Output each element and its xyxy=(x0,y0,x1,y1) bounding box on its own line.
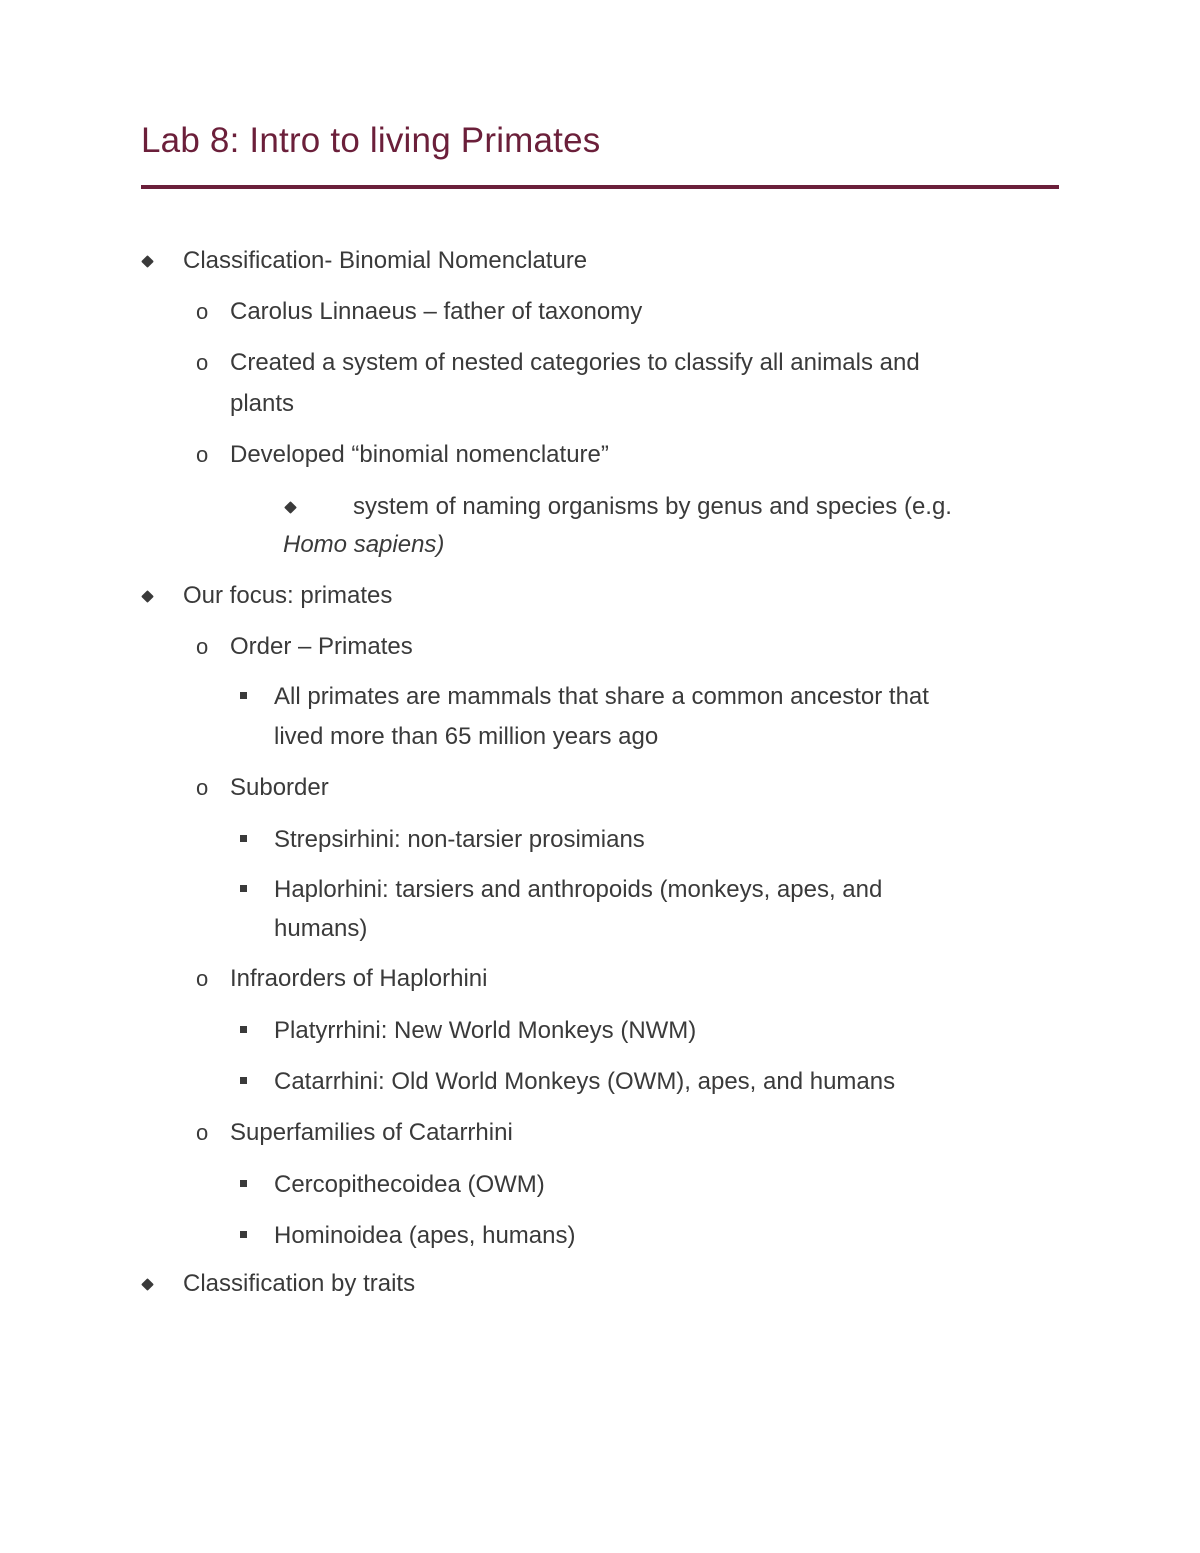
bullet-circle-icon: o xyxy=(196,634,209,659)
page-title: Lab 8: Intro to living Primates xyxy=(141,121,601,160)
bullet-square-icon xyxy=(240,1077,247,1084)
bullet-square-icon xyxy=(240,1231,247,1238)
list-item-traits: Classification by traits xyxy=(183,1270,416,1297)
list-item-platyrrhini: Platyrrhini: New World Monkeys (NWM) xyxy=(274,1017,697,1044)
list-item-created-system-cont: plants xyxy=(230,390,295,417)
bullet-circle-icon: o xyxy=(196,775,209,800)
bullet-dot-icon xyxy=(141,255,154,268)
list-item-created-system: Created a system of nested categories to classify all animals and xyxy=(230,349,920,376)
list-item-linnaeus: Carolus Linnaeus – father of taxonomy xyxy=(230,298,643,325)
bullet-square-icon xyxy=(240,692,247,699)
list-item-classification: Classification- Binomial Nomenclature xyxy=(183,247,588,274)
list-item-homo-sapiens: Homo sapiens) xyxy=(283,531,445,558)
title-divider xyxy=(141,185,1059,189)
list-item-haplorhini: Haplorhini: tarsiers and anthropoids (monkeys, apes, and xyxy=(274,876,883,903)
list-item-all-primates-cont: lived more than 65 million years ago xyxy=(274,723,659,750)
bullet-square-icon xyxy=(240,1180,247,1187)
bullet-dot-icon xyxy=(141,590,154,603)
list-item-naming-system: system of naming organisms by genus and species (e.g. xyxy=(353,493,952,520)
list-item-focus: Our focus: primates xyxy=(183,582,393,609)
bullet-circle-icon: o xyxy=(196,442,209,467)
bullet-circle-icon: o xyxy=(196,299,209,324)
list-item-catarrhini: Catarrhini: Old World Monkeys (OWM), apes, and humans xyxy=(274,1068,896,1095)
list-item-all-primates: All primates are mammals that share a common ancestor that xyxy=(274,683,929,710)
list-item-haplorhini-cont: humans) xyxy=(274,915,368,942)
bullet-dot-icon xyxy=(141,1278,154,1291)
list-item-infraorders: Infraorders of Haplorhini xyxy=(230,965,488,992)
list-item-superfamilies: Superfamilies of Catarrhini xyxy=(230,1119,513,1146)
bullet-dot-icon xyxy=(284,501,297,514)
list-item-cercopithecoidea: Cercopithecoidea (OWM) xyxy=(274,1171,545,1198)
bullet-circle-icon: o xyxy=(196,1120,209,1145)
list-item-strepsirhini: Strepsirhini: non-tarsier prosimians xyxy=(274,826,645,853)
bullet-square-icon xyxy=(240,1026,247,1033)
bullet-circle-icon: o xyxy=(196,350,209,375)
bullet-circle-icon: o xyxy=(196,966,209,991)
bullet-square-icon xyxy=(240,835,247,842)
list-item-order: Order – Primates xyxy=(230,633,413,660)
list-item-hominoidea: Hominoidea (apes, humans) xyxy=(274,1222,576,1249)
bullet-square-icon xyxy=(240,885,247,892)
list-item-suborder: Suborder xyxy=(230,774,329,801)
list-item-developed: Developed “binomial nomenclature” xyxy=(230,441,609,468)
